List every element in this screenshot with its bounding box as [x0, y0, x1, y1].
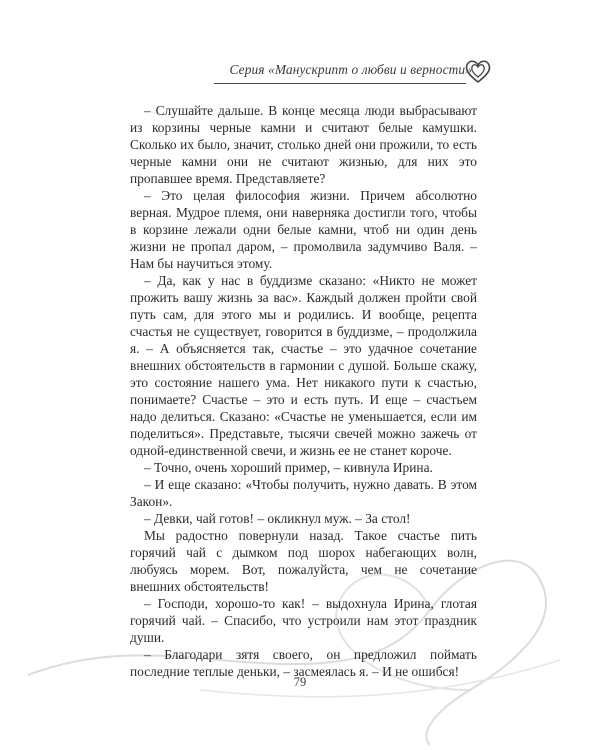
paragraph: – Господи, хорошо-то как! – выдохнула Ирина, глотая горячий чай. – Спасибо, что устроили нам этот праздник души. — [130, 596, 477, 645]
paragraph: – Точно, очень хороший пример, – кивнула Ирина. — [144, 460, 433, 475]
paragraph: – Слушайте дальше. В конце месяца люди выбрасывают из корзины черные камни и считают белые камушки. Сколько их было, значит, столько дней они прожили, то есть черные камни они не считают жизнью, для них это пропавшее время. Представляете? — [130, 103, 477, 186]
body-text — [130, 102, 477, 680]
paragraph: – Девки, чай готов! – окликнул муж. – За стол! — [144, 511, 411, 526]
paragraph: Мы радостно повернули назад. Такое счастье пить горячий чай с дымком под шорох набегающих волн, любуясь морем. Вот, пожалуйста, чем не сочетание внешних обстоятельств! — [130, 528, 477, 594]
series-title: Серия «Манускрипт о любви и верности» — [229, 62, 472, 77]
paragraph: – Это целая философия жизни. Причем абсолютно верная. Мудрое племя, они наверняка достигли того, чтобы в корзине лежали одни белые камни, чтоб ни один день жизни не пропал даром, – промолвила задумчиво Валя. – Нам бы научиться этому. — [130, 188, 477, 271]
paragraph: – Да, как у нас в буддизме сказано: «Никто не может прожить вашу жизнь за вас». Каждый должен пройти свой путь сам, для этого мы и родились. И вообще, рецепта счастья не существует, говорится в буддизме, – продолжила я. – А объясняется так, счастье – это удачное сочетание внешних обстоятельств в гармонии с душой. Больше скажу, это состояние нашего ума. Нет никакого пути к счастью, понимаете? Счастье – это и есть путь. И еще – счастьем надо делиться. Сказано: «Счастье не уменьшается, если им поделиться». Представьте, тысячи свечей можно зажечь от одной-единственной свечи, и жизнь ее не станет короче. — [130, 273, 477, 458]
paragraph: – Благодари зятя своего, он предложил поймать последние теплые деньки, – засмеялась я. – И не ошибся! — [130, 647, 477, 679]
paragraph: – И еще сказано: «Чтобы получить, нужно давать. В этом Закон». — [130, 477, 477, 509]
double-heart-icon — [463, 56, 493, 86]
header-rule — [214, 83, 466, 84]
page-number: 79 — [293, 675, 307, 689]
running-header — [0, 56, 600, 86]
